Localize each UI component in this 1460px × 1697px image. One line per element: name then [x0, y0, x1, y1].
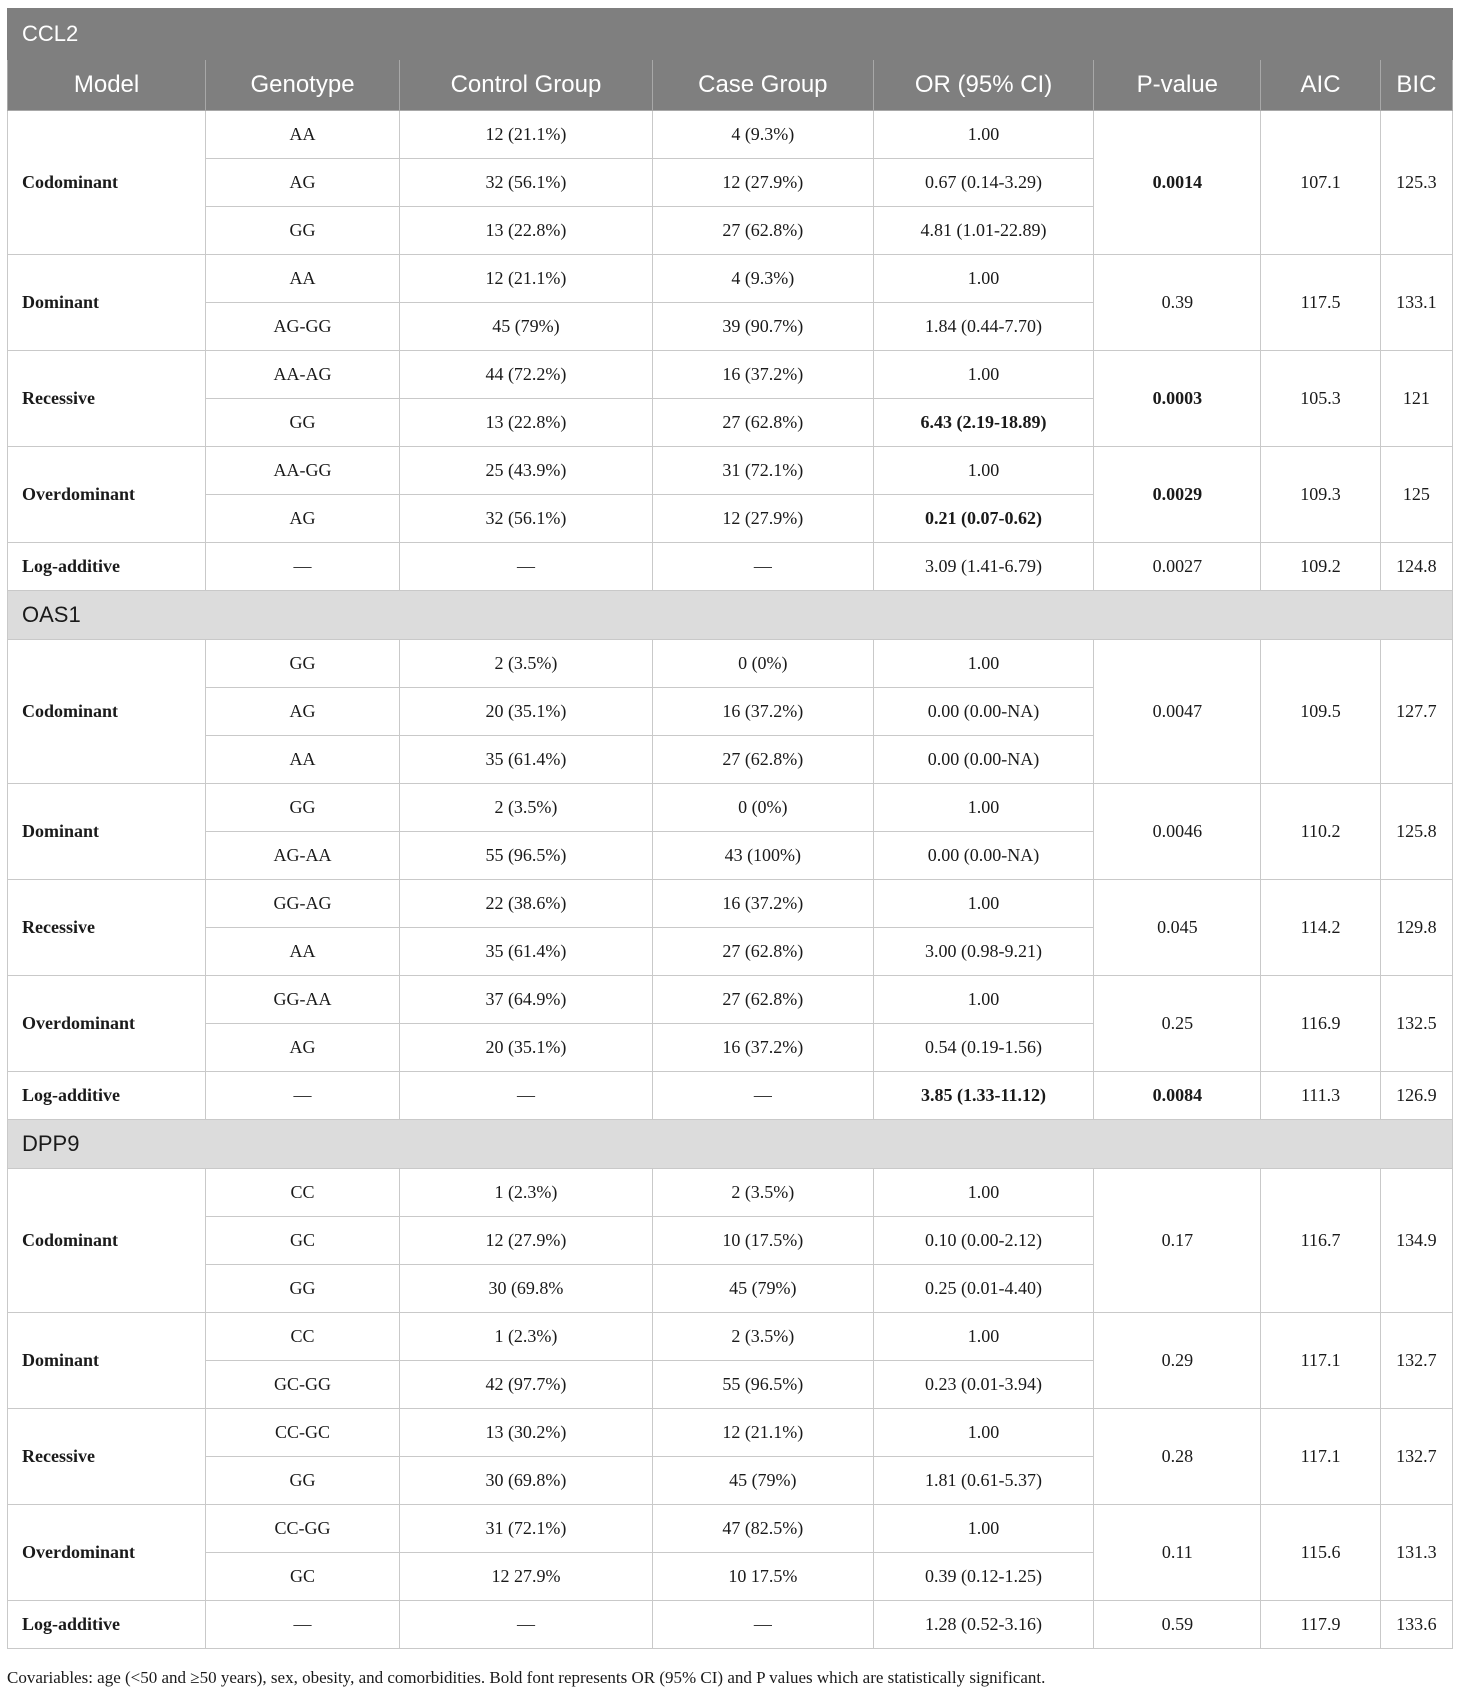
bic-cell: 126.9 — [1380, 1072, 1452, 1120]
genotype-cell: AG-GG — [206, 303, 400, 351]
model-name: Recessive — [8, 1409, 206, 1505]
p-value-cell: 0.11 — [1094, 1505, 1261, 1601]
gene-section-header — [8, 9, 1453, 60]
table-row — [8, 1072, 1453, 1120]
p-value-cell: 0.17 — [1094, 1169, 1261, 1313]
control-group-cell: 13 (30.2%) — [399, 1409, 652, 1457]
genotype-cell: GG-AA — [206, 976, 400, 1024]
table-row — [8, 543, 1453, 591]
genotype-cell: CC — [206, 1169, 400, 1217]
table-row — [8, 1601, 1453, 1649]
control-group-cell: 45 (79%) — [399, 303, 652, 351]
genotype-cell: GG — [206, 207, 400, 255]
model-name: Log-additive — [8, 1072, 206, 1120]
column-header-row — [8, 60, 1453, 111]
control-group-cell: 12 (21.1%) — [399, 255, 652, 303]
odds-ratio-cell: 3.85 (1.33-11.12) — [873, 1072, 1094, 1120]
genotype-cell: AA — [206, 736, 400, 784]
control-group-cell: 2 (3.5%) — [399, 640, 652, 688]
gene-name: CCL2 — [8, 9, 1453, 60]
genotype-cell: — — [206, 543, 400, 591]
genotype-cell: CC — [206, 1313, 400, 1361]
table-row — [8, 447, 1453, 495]
column-header: Case Group — [652, 60, 873, 111]
odds-ratio-cell: 1.00 — [873, 111, 1094, 159]
odds-ratio-cell: 1.00 — [873, 1169, 1094, 1217]
odds-ratio-cell: 1.28 (0.52-3.16) — [873, 1601, 1094, 1649]
genotype-cell: GC-GG — [206, 1361, 400, 1409]
column-header: OR (95% CI) — [873, 60, 1094, 111]
model-name: Overdominant — [8, 976, 206, 1072]
column-header: BIC — [1380, 60, 1452, 111]
bic-cell: 134.9 — [1380, 1169, 1452, 1313]
case-group-cell: — — [652, 543, 873, 591]
gene-name: DPP9 — [8, 1120, 1453, 1169]
bic-cell: 124.8 — [1380, 543, 1452, 591]
aic-cell: 116.7 — [1261, 1169, 1381, 1313]
genotype-cell: GG — [206, 640, 400, 688]
aic-cell: 114.2 — [1261, 880, 1381, 976]
p-value-cell: 0.0029 — [1094, 447, 1261, 543]
control-group-cell: 1 (2.3%) — [399, 1169, 652, 1217]
control-group-cell: 25 (43.9%) — [399, 447, 652, 495]
case-group-cell: 10 (17.5%) — [652, 1217, 873, 1265]
control-group-cell: 20 (35.1%) — [399, 688, 652, 736]
aic-cell: 110.2 — [1261, 784, 1381, 880]
control-group-cell: 1 (2.3%) — [399, 1313, 652, 1361]
odds-ratio-cell: 0.21 (0.07-0.62) — [873, 495, 1094, 543]
p-value-cell: 0.0047 — [1094, 640, 1261, 784]
case-group-cell: 39 (90.7%) — [652, 303, 873, 351]
table-row — [8, 784, 1453, 832]
odds-ratio-cell: 1.00 — [873, 1409, 1094, 1457]
genotype-cell: AA-GG — [206, 447, 400, 495]
control-group-cell: 35 (61.4%) — [399, 736, 652, 784]
table-body — [8, 9, 1453, 1649]
genotype-cell: AG — [206, 159, 400, 207]
case-group-cell: 16 (37.2%) — [652, 688, 873, 736]
control-group-cell: 44 (72.2%) — [399, 351, 652, 399]
odds-ratio-cell: 1.00 — [873, 880, 1094, 928]
table-row — [8, 111, 1453, 159]
case-group-cell: — — [652, 1601, 873, 1649]
control-group-cell: 30 (69.8% — [399, 1265, 652, 1313]
control-group-cell: 37 (64.9%) — [399, 976, 652, 1024]
control-group-cell: 12 27.9% — [399, 1553, 652, 1601]
results-table-container — [7, 8, 1453, 1649]
genotype-cell: AG — [206, 688, 400, 736]
model-name: Overdominant — [8, 447, 206, 543]
case-group-cell: 27 (62.8%) — [652, 399, 873, 447]
genotype-cell: AA — [206, 255, 400, 303]
genotype-cell: AA — [206, 111, 400, 159]
control-group-cell: 32 (56.1%) — [399, 159, 652, 207]
bic-cell: 129.8 — [1380, 880, 1452, 976]
case-group-cell: 16 (37.2%) — [652, 1024, 873, 1072]
odds-ratio-cell: 1.81 (0.61-5.37) — [873, 1457, 1094, 1505]
control-group-cell: 13 (22.8%) — [399, 207, 652, 255]
aic-cell: 109.2 — [1261, 543, 1381, 591]
p-value-cell: 0.39 — [1094, 255, 1261, 351]
control-group-cell: — — [399, 543, 652, 591]
case-group-cell: 2 (3.5%) — [652, 1313, 873, 1361]
genotype-cell: GC — [206, 1553, 400, 1601]
case-group-cell: — — [652, 1072, 873, 1120]
case-group-cell: 12 (21.1%) — [652, 1409, 873, 1457]
p-value-cell: 0.29 — [1094, 1313, 1261, 1409]
model-name: Log-additive — [8, 543, 206, 591]
odds-ratio-cell: 1.00 — [873, 255, 1094, 303]
model-name: Codominant — [8, 640, 206, 784]
odds-ratio-cell: 0.00 (0.00-NA) — [873, 736, 1094, 784]
genotype-cell: AG — [206, 495, 400, 543]
bic-cell: 132.7 — [1380, 1313, 1452, 1409]
aic-cell: 117.1 — [1261, 1313, 1381, 1409]
model-name: Codominant — [8, 111, 206, 255]
p-value-cell: 0.0084 — [1094, 1072, 1261, 1120]
p-value-cell: 0.28 — [1094, 1409, 1261, 1505]
bic-cell: 127.7 — [1380, 640, 1452, 784]
case-group-cell: 45 (79%) — [652, 1265, 873, 1313]
p-value-cell: 0.0014 — [1094, 111, 1261, 255]
model-name: Recessive — [8, 880, 206, 976]
control-group-cell: 20 (35.1%) — [399, 1024, 652, 1072]
column-header: Control Group — [399, 60, 652, 111]
genotype-cell: AA — [206, 928, 400, 976]
odds-ratio-cell: 1.00 — [873, 976, 1094, 1024]
table-row — [8, 351, 1453, 399]
column-header: Model — [8, 60, 206, 111]
model-name: Overdominant — [8, 1505, 206, 1601]
odds-ratio-cell: 3.09 (1.41-6.79) — [873, 543, 1094, 591]
odds-ratio-cell: 1.00 — [873, 640, 1094, 688]
control-group-cell: 2 (3.5%) — [399, 784, 652, 832]
odds-ratio-cell: 0.67 (0.14-3.29) — [873, 159, 1094, 207]
association-table — [7, 8, 1453, 1649]
table-row — [8, 640, 1453, 688]
odds-ratio-cell: 1.00 — [873, 1505, 1094, 1553]
bic-cell: 125.8 — [1380, 784, 1452, 880]
control-group-cell: 31 (72.1%) — [399, 1505, 652, 1553]
bic-cell: 121 — [1380, 351, 1452, 447]
case-group-cell: 12 (27.9%) — [652, 495, 873, 543]
genotype-cell: — — [206, 1072, 400, 1120]
genotype-cell: AA-AG — [206, 351, 400, 399]
table-row — [8, 1409, 1453, 1457]
case-group-cell: 4 (9.3%) — [652, 255, 873, 303]
column-header: P-value — [1094, 60, 1261, 111]
model-name: Dominant — [8, 1313, 206, 1409]
case-group-cell: 12 (27.9%) — [652, 159, 873, 207]
bic-cell: 132.7 — [1380, 1409, 1452, 1505]
case-group-cell: 27 (62.8%) — [652, 207, 873, 255]
p-value-cell: 0.0003 — [1094, 351, 1261, 447]
bic-cell: 132.5 — [1380, 976, 1452, 1072]
genotype-cell: AG — [206, 1024, 400, 1072]
odds-ratio-cell: 1.00 — [873, 447, 1094, 495]
case-group-cell: 27 (62.8%) — [652, 736, 873, 784]
p-value-cell: 0.0046 — [1094, 784, 1261, 880]
control-group-cell: 12 (27.9%) — [399, 1217, 652, 1265]
control-group-cell: 32 (56.1%) — [399, 495, 652, 543]
case-group-cell: 55 (96.5%) — [652, 1361, 873, 1409]
aic-cell: 117.5 — [1261, 255, 1381, 351]
genotype-cell: GG — [206, 399, 400, 447]
odds-ratio-cell: 0.54 (0.19-1.56) — [873, 1024, 1094, 1072]
p-value-cell: 0.045 — [1094, 880, 1261, 976]
model-name: Codominant — [8, 1169, 206, 1313]
odds-ratio-cell: 0.23 (0.01-3.94) — [873, 1361, 1094, 1409]
case-group-cell: 16 (37.2%) — [652, 880, 873, 928]
odds-ratio-cell: 4.81 (1.01-22.89) — [873, 207, 1094, 255]
table-row — [8, 255, 1453, 303]
control-group-cell: 35 (61.4%) — [399, 928, 652, 976]
odds-ratio-cell: 0.00 (0.00-NA) — [873, 688, 1094, 736]
control-group-cell: — — [399, 1601, 652, 1649]
p-value-cell: 0.0027 — [1094, 543, 1261, 591]
bic-cell: 125.3 — [1380, 111, 1452, 255]
control-group-cell: 22 (38.6%) — [399, 880, 652, 928]
case-group-cell: 27 (62.8%) — [652, 928, 873, 976]
aic-cell: 109.5 — [1261, 640, 1381, 784]
model-name: Log-additive — [8, 1601, 206, 1649]
case-group-cell: 2 (3.5%) — [652, 1169, 873, 1217]
aic-cell: 107.1 — [1261, 111, 1381, 255]
odds-ratio-cell: 0.10 (0.00-2.12) — [873, 1217, 1094, 1265]
odds-ratio-cell: 1.00 — [873, 784, 1094, 832]
column-header: Genotype — [206, 60, 400, 111]
case-group-cell: 0 (0%) — [652, 784, 873, 832]
aic-cell: 105.3 — [1261, 351, 1381, 447]
case-group-cell: 0 (0%) — [652, 640, 873, 688]
odds-ratio-cell: 1.84 (0.44-7.70) — [873, 303, 1094, 351]
model-name: Dominant — [8, 255, 206, 351]
control-group-cell: 12 (21.1%) — [399, 111, 652, 159]
control-group-cell: 13 (22.8%) — [399, 399, 652, 447]
odds-ratio-cell: 0.39 (0.12-1.25) — [873, 1553, 1094, 1601]
genotype-cell: CC-GG — [206, 1505, 400, 1553]
odds-ratio-cell: 0.25 (0.01-4.40) — [873, 1265, 1094, 1313]
genotype-cell: — — [206, 1601, 400, 1649]
case-group-cell: 43 (100%) — [652, 832, 873, 880]
table-footnote: Covariables: age (<50 and ≥50 years), sex, obesity, and comorbidities. Bold font represents OR (95% CI) and P values which are statistically significant. — [7, 1668, 1046, 1687]
table-row — [8, 1313, 1453, 1361]
bic-cell: 125 — [1380, 447, 1452, 543]
odds-ratio-cell: 1.00 — [873, 1313, 1094, 1361]
control-group-cell: 30 (69.8%) — [399, 1457, 652, 1505]
bic-cell: 133.1 — [1380, 255, 1452, 351]
case-group-cell: 16 (37.2%) — [652, 351, 873, 399]
table-row — [8, 976, 1453, 1024]
aic-cell: 117.1 — [1261, 1409, 1381, 1505]
genotype-cell: GG — [206, 784, 400, 832]
bic-cell: 133.6 — [1380, 1601, 1452, 1649]
aic-cell: 116.9 — [1261, 976, 1381, 1072]
case-group-cell: 10 17.5% — [652, 1553, 873, 1601]
column-header: AIC — [1261, 60, 1381, 111]
control-group-cell: 42 (97.7%) — [399, 1361, 652, 1409]
genotype-cell: GG — [206, 1265, 400, 1313]
gene-section-header — [8, 591, 1453, 640]
odds-ratio-cell: 1.00 — [873, 351, 1094, 399]
case-group-cell: 47 (82.5%) — [652, 1505, 873, 1553]
table-row — [8, 880, 1453, 928]
gene-section-header — [8, 1120, 1453, 1169]
p-value-cell: 0.59 — [1094, 1601, 1261, 1649]
model-name: Dominant — [8, 784, 206, 880]
case-group-cell: 27 (62.8%) — [652, 976, 873, 1024]
control-group-cell: — — [399, 1072, 652, 1120]
aic-cell: 111.3 — [1261, 1072, 1381, 1120]
p-value-cell: 0.25 — [1094, 976, 1261, 1072]
table-row — [8, 1505, 1453, 1553]
odds-ratio-cell: 3.00 (0.98-9.21) — [873, 928, 1094, 976]
genotype-cell: CC-GC — [206, 1409, 400, 1457]
case-group-cell: 31 (72.1%) — [652, 447, 873, 495]
odds-ratio-cell: 6.43 (2.19-18.89) — [873, 399, 1094, 447]
genotype-cell: GC — [206, 1217, 400, 1265]
genotype-cell: GG-AG — [206, 880, 400, 928]
odds-ratio-cell: 0.00 (0.00-NA) — [873, 832, 1094, 880]
aic-cell: 115.6 — [1261, 1505, 1381, 1601]
aic-cell: 109.3 — [1261, 447, 1381, 543]
genotype-cell: GG — [206, 1457, 400, 1505]
case-group-cell: 4 (9.3%) — [652, 111, 873, 159]
model-name: Recessive — [8, 351, 206, 447]
aic-cell: 117.9 — [1261, 1601, 1381, 1649]
table-row — [8, 1169, 1453, 1217]
genotype-cell: AG-AA — [206, 832, 400, 880]
case-group-cell: 45 (79%) — [652, 1457, 873, 1505]
gene-name: OAS1 — [8, 591, 1453, 640]
bic-cell: 131.3 — [1380, 1505, 1452, 1601]
control-group-cell: 55 (96.5%) — [399, 832, 652, 880]
